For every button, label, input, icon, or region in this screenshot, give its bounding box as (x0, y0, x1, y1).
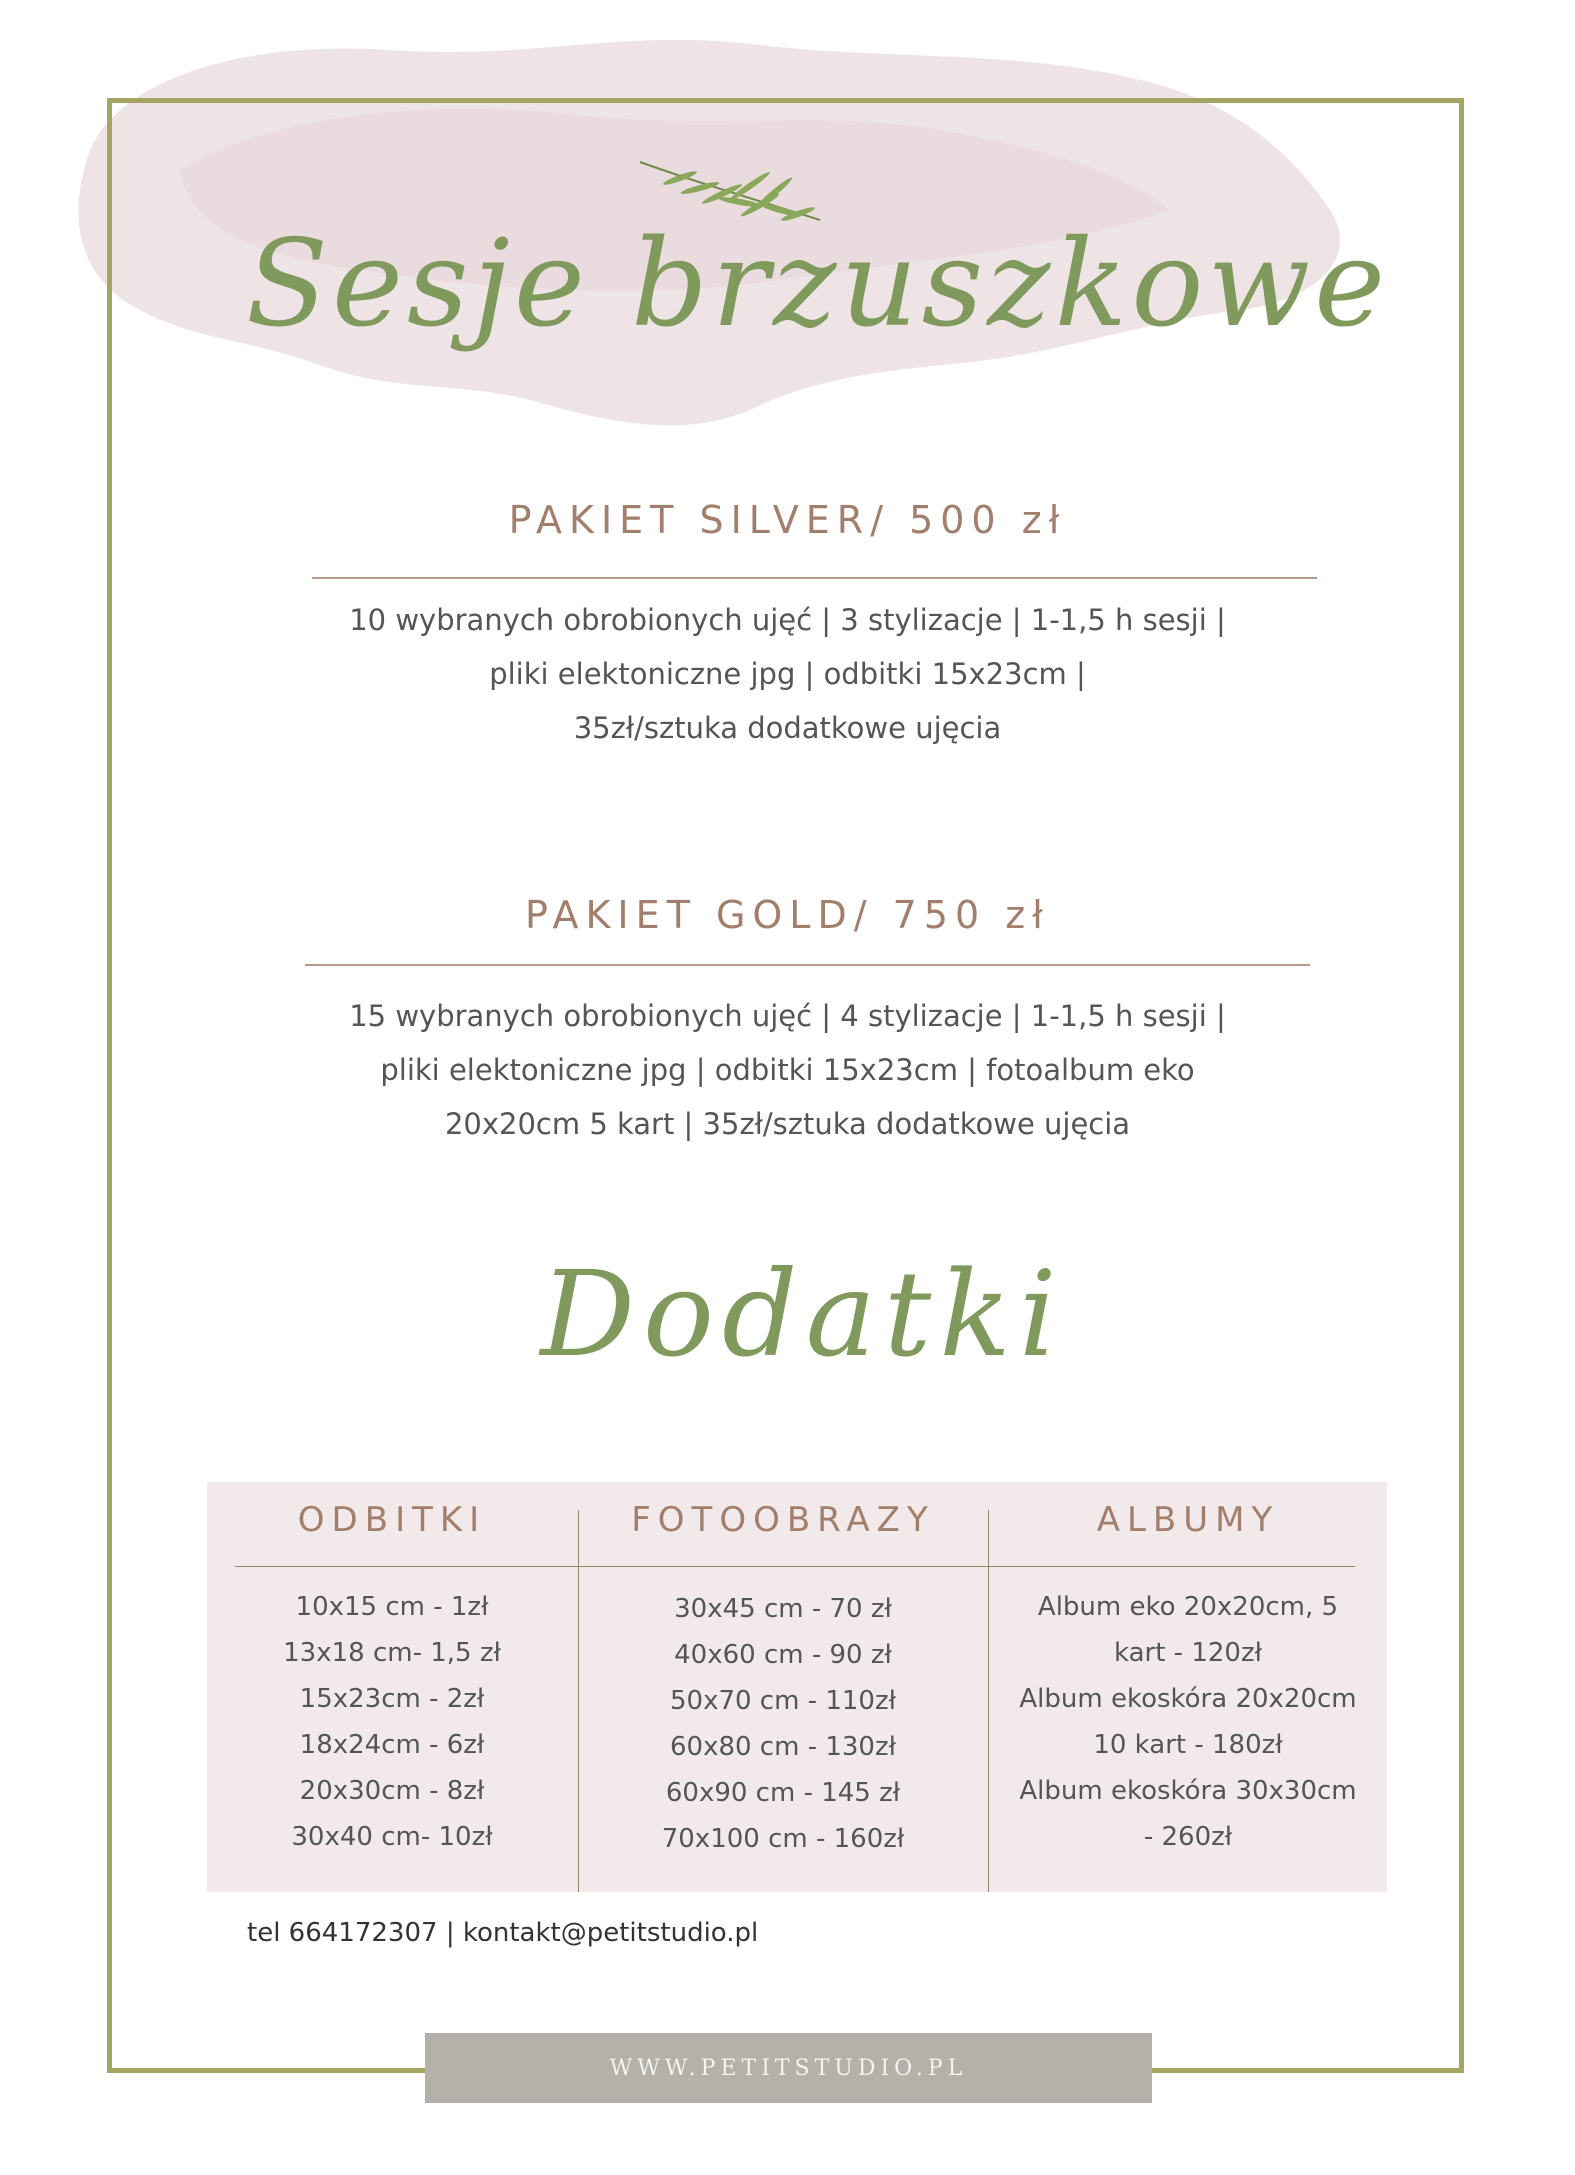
extras-title: Dodatki (540, 1245, 1065, 1383)
package-gold-line: 15 wybranych obrobionych ujęć | 4 stylizacje | 1-1,5 h sesji | (349, 999, 1226, 1033)
list-item: 30x40 cm- 10zł (291, 1822, 493, 1852)
list-item: Album eko 20x20cm, 5 (1037, 1592, 1339, 1622)
column-heading-albumy: ALBUMY (1096, 1500, 1280, 1540)
table-header-divider (235, 1566, 1355, 1567)
list-item: 30x45 cm - 70 zł (674, 1594, 892, 1624)
column-list-odbitki (207, 1584, 577, 1860)
list-item: 60x80 cm - 130zł (669, 1732, 896, 1762)
package-gold-divider (305, 964, 1310, 966)
package-silver-heading: PAKIET SILVER/ 500 zł (508, 498, 1067, 542)
column-heading-fotoobrazy: FOTOOBRAZY (631, 1500, 935, 1540)
list-item: 40x60 cm - 90 zł (674, 1640, 892, 1670)
column-list-fotoobrazy (579, 1586, 987, 1862)
package-silver-line: 10 wybranych obrobionych ujęć | 3 stylizacje | 1-1,5 h sesji | (349, 603, 1226, 637)
column-heading-odbitki: ODBITKI (297, 1500, 487, 1540)
list-item: 20x30cm - 8zł (299, 1776, 485, 1806)
list-item: 10x15 cm - 1zł (295, 1592, 489, 1622)
contact-line: tel 664172307 | kontakt@petitstudio.pl (247, 1918, 759, 1948)
list-item: 60x90 cm - 145 zł (665, 1778, 901, 1808)
list-item: - 260zł (1143, 1822, 1233, 1852)
extras-table (207, 1482, 1387, 1892)
list-item: Album ekoskóra 20x20cm (1019, 1684, 1357, 1714)
package-silver-line: pliki elektoniczne jpg | odbitki 15x23cm | (489, 657, 1086, 691)
list-item: Album ekoskóra 30x30cm (1019, 1776, 1357, 1806)
package-silver-line: 35zł/sztuka dodatkowe ujęcia (573, 711, 1002, 745)
package-silver-divider (312, 577, 1317, 579)
package-gold-heading: PAKIET GOLD/ 750 zł (525, 893, 1050, 937)
package-gold-line: 20x20cm 5 kart | 35zł/sztuka dodatkowe ujęcia (444, 1107, 1131, 1141)
list-item: 50x70 cm - 110zł (669, 1686, 896, 1716)
column-list-albumy (989, 1584, 1387, 1860)
list-item: 13x18 cm- 1,5 zł (283, 1638, 501, 1668)
package-gold-description (230, 989, 1345, 1151)
list-item: 18x24cm - 6zł (299, 1730, 485, 1760)
list-item: 10 kart - 180zł (1093, 1730, 1283, 1760)
page-title: Sesje brzuszkowe (245, 215, 1390, 354)
list-item: 70x100 cm - 160zł (661, 1824, 905, 1854)
website-link[interactable]: WWW.PETITSTUDIO.PL (609, 2055, 968, 2081)
list-item: 15x23cm - 2zł (299, 1684, 485, 1714)
list-item: kart - 120zł (1114, 1638, 1262, 1668)
footer-banner (425, 2033, 1152, 2103)
package-gold-line: pliki elektoniczne jpg | odbitki 15x23cm | fotoalbum eko (380, 1053, 1195, 1087)
package-silver-description (230, 593, 1345, 755)
